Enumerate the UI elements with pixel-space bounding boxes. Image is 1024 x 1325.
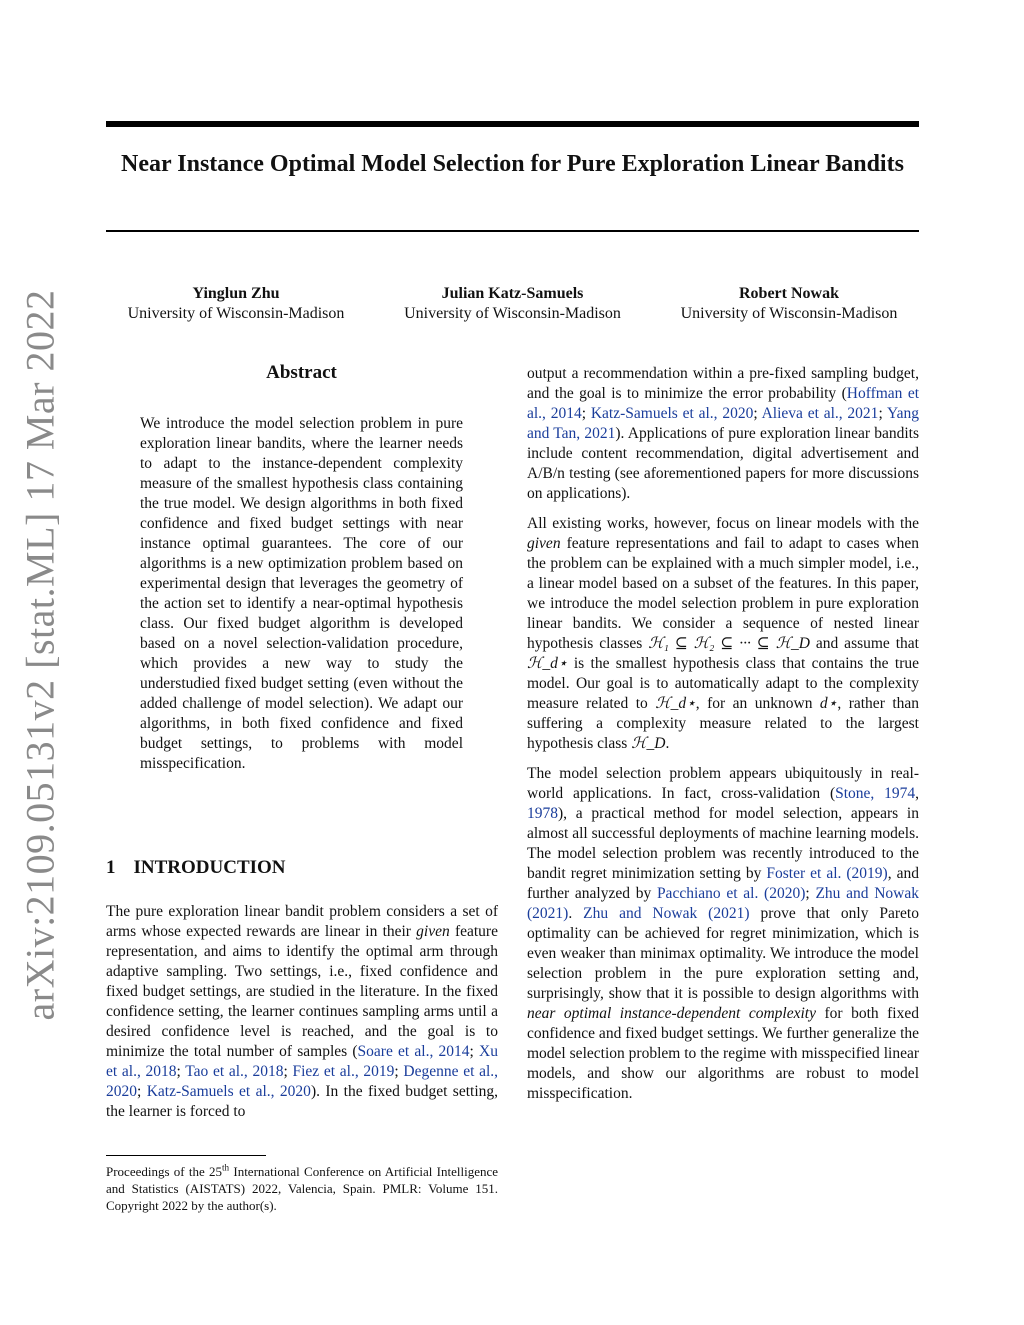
separator: ; xyxy=(878,405,887,422)
text-run: International Conference on Artificial Intelligence and Statistics (AISTATS) 2022, Valencia, Spain. PMLR: Volume 151. Copyright 2022 by the author(s). xyxy=(106,1164,498,1213)
intro-right-column xyxy=(527,364,919,1114)
author-1 xyxy=(106,284,366,324)
math-expression: ℋ_d⋆ xyxy=(527,655,568,672)
math-expression: ℋ_d⋆ xyxy=(655,695,696,712)
text-run: , for an unknown xyxy=(695,695,820,712)
citation-link[interactable]: Stone, 1974 xyxy=(835,785,916,802)
citation-link[interactable]: Soare et al., 2014 xyxy=(357,1043,470,1060)
text-run: Proceedings of the 25 xyxy=(106,1164,223,1179)
author-affiliation: University of Wisconsin-Madison xyxy=(127,305,345,322)
text-run: output a recommendation within a pre-fixed sampling budget, and the goal is to minimize the error probability ( xyxy=(527,365,919,402)
paragraph xyxy=(527,764,919,1104)
math-expression: ℋ₁ ⊆ ℋ₂ ⊆ ··· ⊆ ℋ_D xyxy=(648,635,810,652)
citation-link[interactable]: Zhu and Nowak (2021) xyxy=(583,905,750,922)
citation-link[interactable]: Alieva et al., 2021 xyxy=(761,405,879,422)
author-3 xyxy=(659,284,919,324)
text-run: feature representations and fail to adapt to cases when the problem can be explained with a much simpler model, i.e., a linear model based on a subset of the features. In this paper, we introduce the model selection problem in pure exploration linear bandits. We consider a sequence of nested linear hypothesis classes xyxy=(527,535,919,652)
text-run: The model selection problem appears ubiquitously in real-world applications. In fact, cross-validation ( xyxy=(527,765,919,802)
text-run: is the smallest hypothesis class that contains the true model. Our goal is to automatically adapt to the complexity measure related to xyxy=(527,655,919,712)
title-bottom-rule xyxy=(106,230,919,232)
separator: ; xyxy=(137,1083,147,1100)
paragraph xyxy=(527,514,919,754)
author-name: Robert Nowak xyxy=(739,285,839,302)
separator: ; xyxy=(753,405,762,422)
abstract-heading: Abstract xyxy=(266,362,337,383)
author-affiliation: University of Wisconsin-Madison xyxy=(680,305,898,322)
title-top-rule xyxy=(106,121,919,127)
citation-link[interactable]: Katz-Samuels et al., 2020 xyxy=(590,405,754,422)
separator: ; xyxy=(469,1043,480,1060)
author-name: Julian Katz-Samuels xyxy=(441,285,584,302)
citation-link[interactable]: Degenne et al., 2020 xyxy=(106,1063,499,1100)
text-run: feature representation, and aims to identify the optimal arm through adaptive sampling. Two settings, i.e., fixed confidence and fixed budget settings, are studied in the literature. In the fixed confidence setting, the learner continues sampling arms until a desired confidence level is reached, and the goal is to minimize the total number of samples ( xyxy=(106,923,498,1060)
superscript: th xyxy=(222,1162,230,1173)
citation-link[interactable]: Hoffman et al., 2014 xyxy=(527,385,920,422)
citation-link[interactable]: 1978 xyxy=(527,805,558,822)
separator: ; xyxy=(805,885,816,902)
text-run: , and further analyzed by xyxy=(527,865,919,902)
footnote xyxy=(106,1163,498,1214)
emphasis: given xyxy=(527,535,561,552)
section-heading xyxy=(106,857,286,879)
citation-link[interactable]: Katz-Samuels et al., 2020 xyxy=(146,1083,311,1100)
text-run: . xyxy=(568,905,584,922)
citation-link[interactable]: Fiez et al., 2019 xyxy=(292,1063,395,1080)
citation-link[interactable]: Yang and Tan, 2021 xyxy=(527,405,920,442)
text-run: ). Applications of pure exploration linear bandits include content recommendation, digital advertisement and A/B/n testing (see aforementioned papers for more discussions on applications). xyxy=(527,425,919,502)
text-run: , rather than suffering a complexity measure related to the largest hypothesis class xyxy=(527,695,920,752)
math-expression: ℋ_D xyxy=(631,735,666,752)
text-run: for both fixed confidence and fixed budget settings. We further generalize the model selection problem to the regime with misspecified linear models, and show our algorithms are robust to model misspecification. xyxy=(527,1005,919,1102)
text-run: . xyxy=(665,735,670,752)
separator: , xyxy=(915,785,919,802)
text-run: prove that only Pareto optimality can be achieved for regret minimization, which is even weaker than minimax optimality. We introduce the model selection problem in the pure exploration setting and, surprisingly, show that it is possible to design algorithms with xyxy=(527,905,919,1002)
math-expression: d⋆ xyxy=(819,695,838,712)
text-run: ). In the fixed budget setting, the learner is forced to xyxy=(106,1083,498,1120)
author-name: Yinglun Zhu xyxy=(192,285,280,302)
separator: ; xyxy=(394,1063,404,1080)
emphasis: near optimal instance-dependent complexity xyxy=(527,1005,816,1022)
citation-link[interactable]: Xu et al., 2018 xyxy=(106,1043,498,1080)
citation-link[interactable]: Foster et al. (2019) xyxy=(766,865,888,882)
abstract-text: We introduce the model selection problem in pure exploration linear bandits, where the learner needs to adapt to the instance-dependent complexity measure of the smallest hypothesis class containing the true model. We design algorithms in both fixed confidence and fixed budget settings with near instance optimal guarantees. The core of our algorithms is a new optimization problem based on experimental design that leverages the geometry of the action set to identify a near-optimal hypothesis class. Our fixed budget algorithm is developed based on a novel selection-validation procedure, which provides a new way to study the understudied fixed budget setting (even without the added challenge of model selection). We adapt our algorithms, in both fixed confidence and fixed budget settings, to problems with model misspecification. xyxy=(140,415,463,772)
author-2 xyxy=(383,284,643,324)
arxiv-stamp: arXiv:2109.05131v2 [stat.ML] 17 Mar 2022 xyxy=(17,289,63,1021)
paper-title: Near Instance Optimal Model Selection for Pure Exploration Linear Bandits xyxy=(121,151,904,177)
separator: ; xyxy=(283,1063,293,1080)
intro-left-paragraph xyxy=(106,902,498,1122)
citation-link[interactable]: Zhu and Nowak (2021) xyxy=(527,885,920,922)
text-run: ), a practical method for model selection, appears in almost all successful deployments of machine learning models. The model selection problem was recently introduced to the bandit regret minimization setting by xyxy=(527,805,919,882)
section-number: 1 xyxy=(106,857,116,878)
section-title: INTRODUCTION xyxy=(133,857,286,878)
citation-link[interactable]: Pacchiano et al. (2020) xyxy=(656,885,806,902)
paragraph xyxy=(527,364,919,504)
text-run: The pure exploration linear bandit problem considers a set of arms whose expected rewards are linear in their xyxy=(106,903,498,940)
text-run: and assume that xyxy=(809,635,919,652)
footnote-rule xyxy=(106,1155,266,1156)
author-affiliation: University of Wisconsin-Madison xyxy=(404,305,621,322)
separator: ; xyxy=(176,1063,186,1080)
text-run: All existing works, however, focus on linear models with the xyxy=(527,515,919,532)
emphasis: given xyxy=(416,923,450,940)
citation-link[interactable]: Tao et al., 2018 xyxy=(185,1063,284,1080)
author-block xyxy=(106,284,919,324)
separator: ; xyxy=(581,405,591,422)
